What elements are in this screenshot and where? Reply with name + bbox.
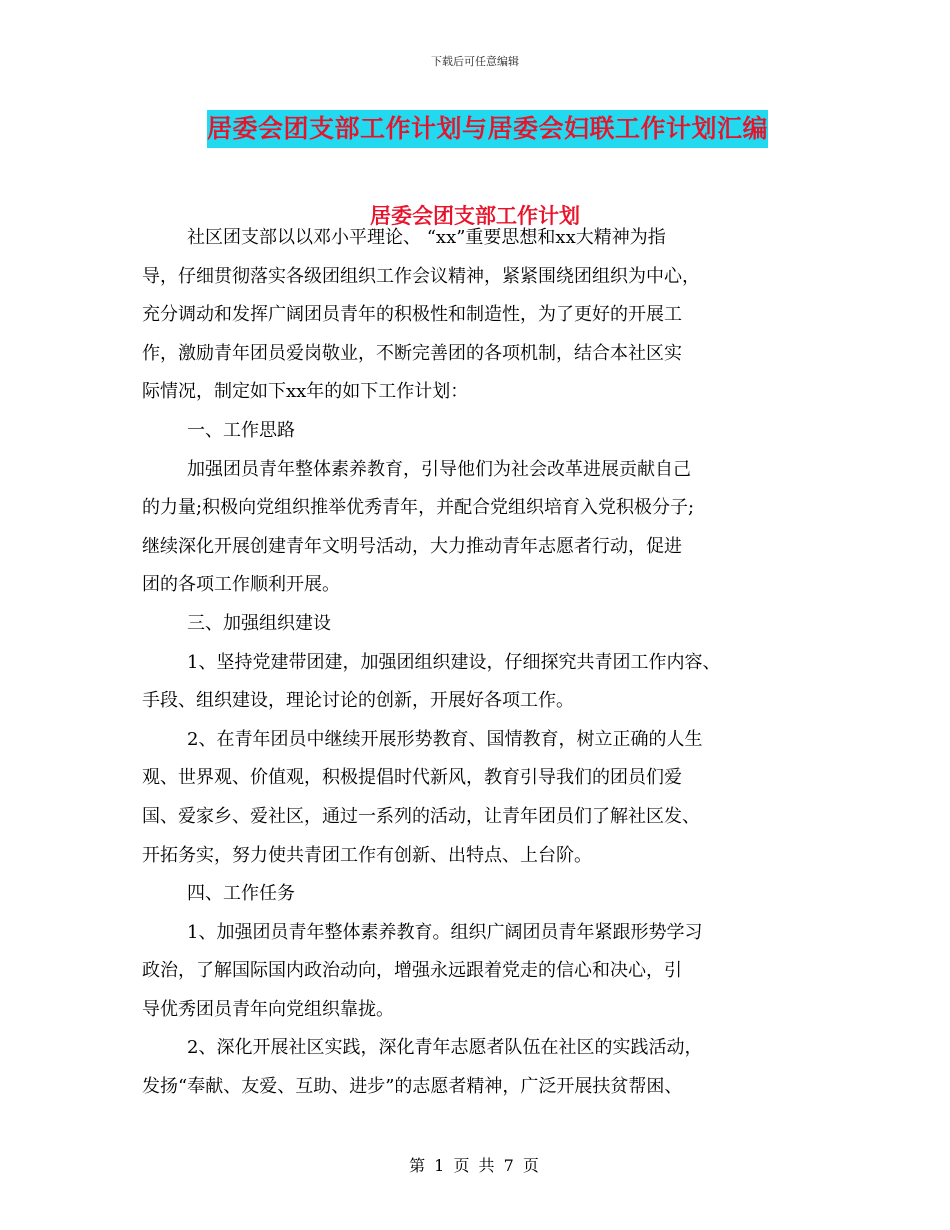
paragraph-line: 观、世界观、价值观，积极提倡时代新风，教育引导我们的团员们爱 — [142, 767, 682, 789]
body-text — [142, 219, 832, 1107]
paragraph-line: 1、坚持党建带团建，加强团组织建设，仔细探究共青团工作内容、 — [187, 651, 721, 673]
section-title: 居委会团支部工作计划 — [370, 204, 580, 228]
paragraph-line: 继续深化开展创建青年文明号活动，大力推动青年志愿者行动，促进 — [142, 535, 682, 557]
paragraph-line: 团的各项工作顺利开展。 — [142, 574, 340, 596]
paragraph-line: 政治，了解国际国内政治动向，增强永远跟着党走的信心和决心，引 — [142, 960, 682, 982]
paragraph-line: 开拓务实，努力使共青团工作有创新、出特点、上台阶。 — [142, 844, 592, 866]
paragraph-line: 加强团员青年整体素养教育，引导他们为社会改革进展贡献自己 — [187, 458, 691, 480]
paragraph-line: 作，激励青年团员爱岗敬业，不断完善团的各项机制，结合本社区实 — [142, 342, 682, 364]
section-heading: 一、工作思路 — [187, 419, 295, 441]
paragraph-line: 2、深化开展社区实践，深化青年志愿者队伍在社区的实践活动， — [187, 1037, 703, 1059]
paragraph-line: 充分调动和发挥广阔团员青年的积极性和制造性，为了更好的开展工 — [142, 304, 682, 326]
document-title: 居委会团支部工作计划与居委会妇联工作计划汇编 — [207, 110, 768, 148]
paragraph-line: 际情况，制定如下xx年的如下工作计划： — [142, 381, 469, 403]
paragraph-line: 的力量;积极向党组织推举优秀青年，并配合党组织培育入党积极分子; — [142, 497, 695, 519]
section-heading: 四、工作任务 — [187, 883, 295, 905]
paragraph-line: 手段、组织建设，理论讨论的创新，开展好各项工作。 — [142, 690, 574, 712]
paragraph-line: 1、加强团员青年整体素养教育。组织广阔团员青年紧跟形势学习 — [187, 921, 703, 943]
section-heading: 三、加强组织建设 — [187, 612, 331, 634]
paragraph-line: 国、爱家乡、爱社区，通过一系列的活动，让青年团员们了解社区发、 — [142, 805, 700, 827]
page-number: 第 1 页 共 7 页 — [409, 1156, 541, 1175]
paragraph-line: 社区团支部以以邓小平理论、 “xx”重要思想和xx大精神为指 — [187, 227, 666, 248]
paragraph-line: 导优秀团员青年向党组织靠拢。 — [142, 998, 394, 1020]
header-note: 下载后可任意编辑 — [431, 55, 519, 68]
paragraph-line: 发扬“奉献、友爱、互助、进步”的志愿者精神，广泛开展扶贫帮困、 — [142, 1076, 683, 1098]
paragraph-line: 导，仔细贯彻落实各级团组织工作会议精神，紧紧围绕团组织为中心， — [142, 265, 700, 287]
paragraph-line: 2、在青年团员中继续开展形势教育、国情教育，树立正确的人生 — [187, 728, 703, 750]
